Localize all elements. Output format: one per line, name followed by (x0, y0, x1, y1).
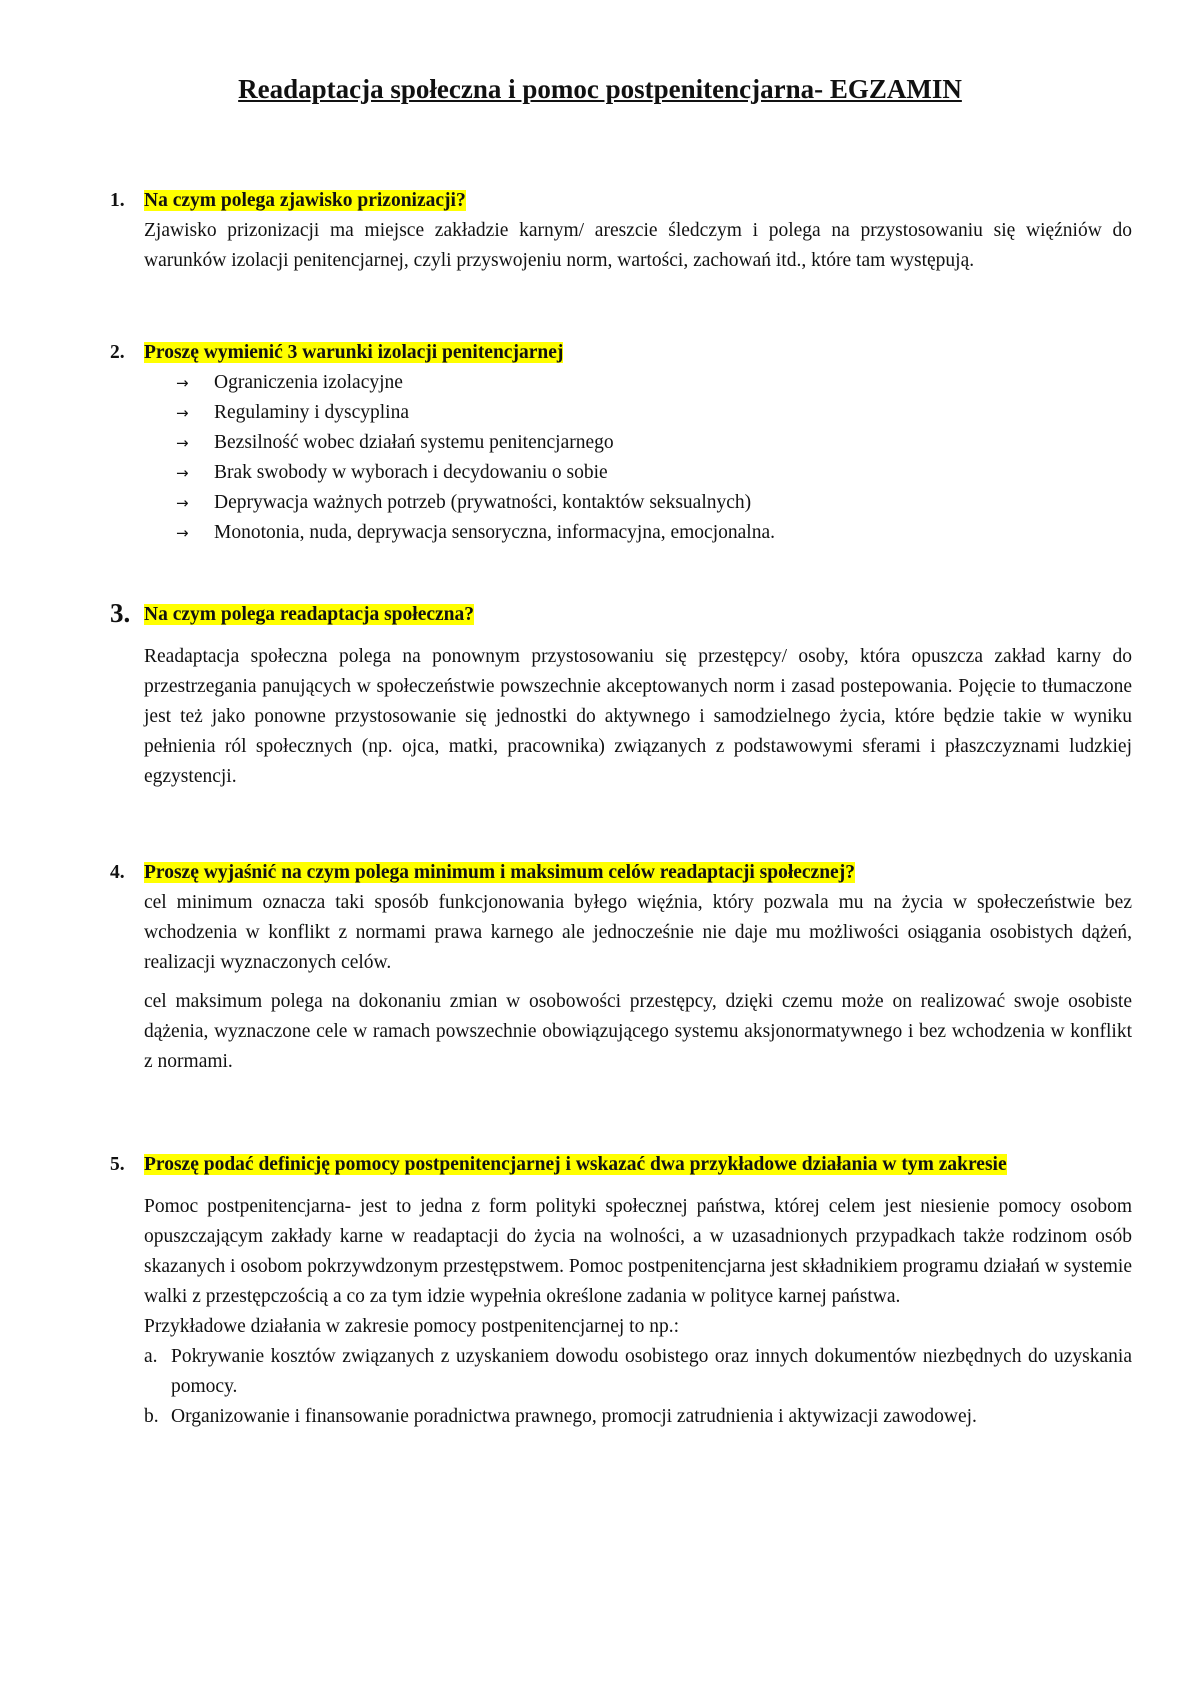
question-number: 1. (110, 190, 125, 211)
examples-intro: Przykładowe działania w zakresie pomocy postpenitencjarnej to np.: (144, 1316, 679, 1337)
question-number: 3. (110, 598, 131, 628)
answer (110, 1192, 1132, 1342)
question-5 (110, 1150, 1132, 1432)
question-1 (110, 186, 1132, 276)
answer-minimum: cel minimum oznacza taki sposób funkcjonowania byłego więźnia, który pozwala mu na życia w społeczeństwie bez wchodzenia w konflikt z normami prawa karnego ale jednocześnie nie daje mu możliwości osiągania osobistych dążeń, realizacji wyznaczonych celów. (144, 892, 1132, 973)
question-text: Proszę wyjaśnić na czym polega minimum i maksimum celów readaptacji społecznej? (144, 862, 855, 883)
list-item: b. Organizowanie i finansowanie poradnictwa prawnego, promocji zatrudnienia i aktywizacji zawodowej. (144, 1402, 1132, 1432)
question-3 (110, 600, 1132, 792)
question-2 (110, 338, 1132, 548)
answer-maximum: cel maksimum polega na dokonaniu zmian w osobowości przestępcy, dzięki czemu może on realizować swoje osobiste dążenia, wyznaczone cele w ramach powszechnie obowiązującego systemu aksjonormatywnego i bez wchodzenia w konflikt z normami. (144, 991, 1132, 1072)
arrow-icon: → (176, 464, 189, 482)
list-item: → Deprywacja ważnych potrzeb (prywatności, kontaktów seksualnych) (176, 488, 1132, 518)
list-item: → Bezsilność wobec działań systemu penitencjarnego (176, 428, 1132, 458)
document-title: Readaptacja społeczna i pomoc postpenitencjarna- EGZAMIN (238, 74, 962, 104)
question-number: 2. (110, 342, 125, 363)
answer-paragraph: Zjawisko prizonizacji ma miejsce zakładzie karnym/ areszcie śledczym i polega na przystosowaniu się więźniów do warunków izolacji penitencjarnej, czyli przyswojeniu norm, wartości, zachowań itd., które tam występują. (144, 220, 1132, 271)
arrow-icon: → (176, 404, 189, 422)
answer (110, 642, 1132, 792)
answer-paragraph: Pomoc postpenitencjarna- jest to jedna z form polityki społecznej państwa, której celem jest niesienie pomocy osobom opuszczającym zakłady karne w readaptacji do życia na wolności, a w uzasadnionych przypadkach także rodzinom osób skazanych i osobom pokrzywdzonym przestępstwem. Pomoc postpenitencjarna jest składnikiem programu działań w systemie walki z przestępczością a co za tym idzie wypełnia określone zadania w polityce karnej państwa. (144, 1196, 1132, 1307)
question-heading (110, 186, 1132, 216)
question-text: Proszę wymienić 3 warunki izolacji penitencjarnej (144, 342, 564, 363)
conditions-list (110, 368, 1132, 548)
question-text: Na czym polega zjawisko prizonizacji? (144, 190, 466, 211)
list-letter: b. (144, 1406, 159, 1427)
arrow-icon: → (176, 494, 189, 512)
list-item: → Regulaminy i dyscyplina (176, 398, 1132, 428)
list-letter: a. (144, 1346, 158, 1367)
answer (110, 888, 1132, 1077)
question-number: 4. (110, 862, 125, 883)
examples-list (110, 1342, 1132, 1432)
question-4 (110, 858, 1132, 1077)
question-text: Na czym polega readaptacja społeczna? (144, 604, 475, 625)
question-heading (110, 600, 1132, 630)
list-item: → Brak swobody w wyborach i decydowaniu o sobie (176, 458, 1132, 488)
answer-paragraph: Readaptacja społeczna polega na ponownym przystosowaniu się przestępcy/ osoby, która opuszcza zakład karny do przestrzegania panujących w społeczeństwie powszechnie akceptowanych norm i zasad postepowania. Pojęcie to tłumaczone jest też jako ponowne przystosowanie się jednostki do aktywnego i samodzielnego życia, które będzie takie w wyniku pełnienia ról społecznych (np. ojca, matki, pracownika) związanych z podstawowymi sferami i płaszczyznami ludzkiej egzystencji. (144, 646, 1132, 787)
arrow-icon: → (176, 434, 189, 452)
question-heading (110, 858, 1132, 888)
arrow-icon: → (176, 524, 189, 542)
list-item: → Ograniczenia izolacyjne (176, 368, 1132, 398)
answer (110, 216, 1132, 276)
arrow-icon: → (176, 374, 189, 392)
list-item: → Monotonia, nuda, deprywacja sensoryczna, informacyjna, emocjonalna. (176, 518, 1132, 548)
question-number: 5. (110, 1154, 125, 1175)
list-item: a. Pokrywanie kosztów związanych z uzyskaniem dowodu osobistego oraz innych dokumentów niezbędnych do uzyskania pomocy. (144, 1342, 1132, 1402)
question-heading (110, 338, 1132, 368)
question-heading (110, 1150, 1132, 1180)
question-text: Proszę podać definicję pomocy postpenitencjarnej i wskazać dwa przykładowe działania w tym zakresie (144, 1154, 1007, 1175)
